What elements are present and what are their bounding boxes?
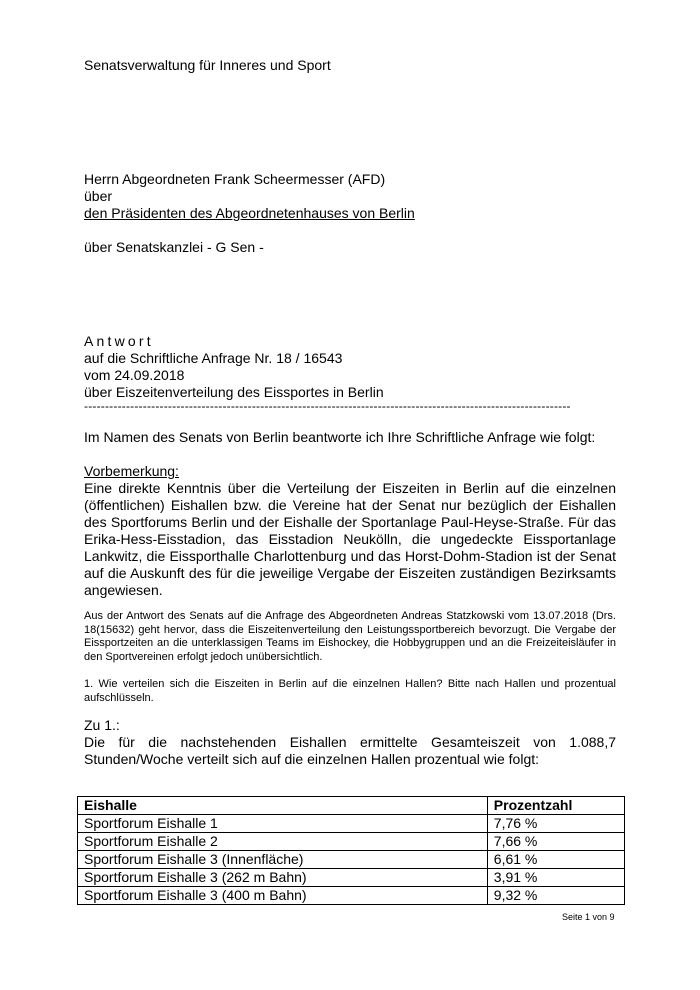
address-block <box>84 171 415 256</box>
answer-1-text: Die für die nachstehenden Eishallen ermittelte Gesamteiszeit von 1.088,7 Stunden/Woche verteilt sich auf die einzelnen Hallen prozentual wie folgt: <box>84 734 616 767</box>
table-row <box>78 851 625 869</box>
hall-percent-cell: 3,91 % <box>487 869 624 887</box>
answer-1-heading: Zu 1.: <box>84 717 120 733</box>
inquiry-subject: über Eiszeitenverteilung des Eissportes in Berlin <box>84 384 384 400</box>
preliminary-heading: Vorbemerkung: <box>84 463 179 479</box>
page-number: Seite 1 von 9 <box>562 912 615 922</box>
table-row <box>78 833 625 851</box>
intro-text: Im Namen des Senats von Berlin beantworte ich Ihre Schriftliche Anfrage wie folgt: <box>84 429 596 445</box>
quoted-question-context: Aus der Antwort des Senats auf die Anfrage des Abgeordneten Andreas Statzkowski vom 13.07.2018 (Drs. 18(15632) geht hervor, dass die Eiszeitenverteilung den Leistungssportbereich bevorzugt. Die Vergabe der Eissportzeiten an die unterklassigen Teams im Eishockey, die Hobbygruppen und an die Freizeiteisläufer in den Sportvereinen erfolgt jedoch unübersichtlich. <box>84 610 616 663</box>
table-header-percent: Prozentzahl <box>487 797 624 815</box>
address-via: über <box>84 188 113 204</box>
hall-percent-cell: 9,32 % <box>487 887 624 905</box>
table-row <box>78 815 625 833</box>
hall-name-cell: Sportforum Eishalle 3 (400 m Bahn) <box>78 887 488 905</box>
hall-percent-cell: 6,61 % <box>487 851 624 869</box>
table-header-hall: Eishalle <box>78 797 488 815</box>
hall-name-cell: Sportforum Eishalle 1 <box>78 815 488 833</box>
table-row <box>78 887 625 905</box>
hall-name-cell: Sportforum Eishalle 2 <box>78 833 488 851</box>
address-recipient: Herrn Abgeordneten Frank Scheermesser (AFD) <box>84 171 386 187</box>
preliminary-text: Eine direkte Kenntnis über die Verteilung der Eiszeiten in Berlin auf die einzelnen (öffentlichen) Eishallen bzw. die Vereine hat der Senat nur bezüglich der Eishallen des Sportforums Berlin und der Eishalle der Sportanlage Paul-Heyse-Straße. Für das Erika-Hess-Eisstadion, das Eisstadion Neukölln, die ungedeckte Eissportanlage Lankwitz, die Eissporthalle Charlottenburg und das Horst-Dohm-Stadion ist der Senat auf die Auskunft des für die jeweilige Vergabe der Eiszeiten zuständigen Bezirksamts angewiesen. <box>84 480 616 598</box>
authority-header: Senatsverwaltung für Inneres und Sport <box>84 57 331 73</box>
hall-name-cell: Sportforum Eishalle 3 (262 m Bahn) <box>78 869 488 887</box>
hall-percent-cell: 7,76 % <box>487 815 624 833</box>
table-header-row <box>78 797 625 815</box>
ice-hall-table <box>77 796 625 905</box>
table-row <box>78 869 625 887</box>
separator-line: -------------------------------------------------------------------------------------------------------------------- <box>84 399 571 413</box>
hall-name-cell: Sportforum Eishalle 3 (Innenfläche) <box>78 851 488 869</box>
hall-percent-cell: 7,66 % <box>487 833 624 851</box>
question-1: 1. Wie verteilen sich die Eiszeiten in Berlin auf die einzelnen Hallen? Bitte nach Hallen und prozentual aufschlüsseln. <box>84 678 616 704</box>
inquiry-number: auf die Schriftliche Anfrage Nr. 18 / 16543 <box>84 350 343 366</box>
address-chancellery: über Senatskanzlei - G Sen - <box>84 239 264 255</box>
answer-title: Antwort <box>84 333 154 349</box>
address-president: den Präsidenten des Abgeordnetenhauses von Berlin <box>84 205 415 221</box>
answer-block <box>84 333 384 401</box>
inquiry-date: vom 24.09.2018 <box>84 367 185 383</box>
